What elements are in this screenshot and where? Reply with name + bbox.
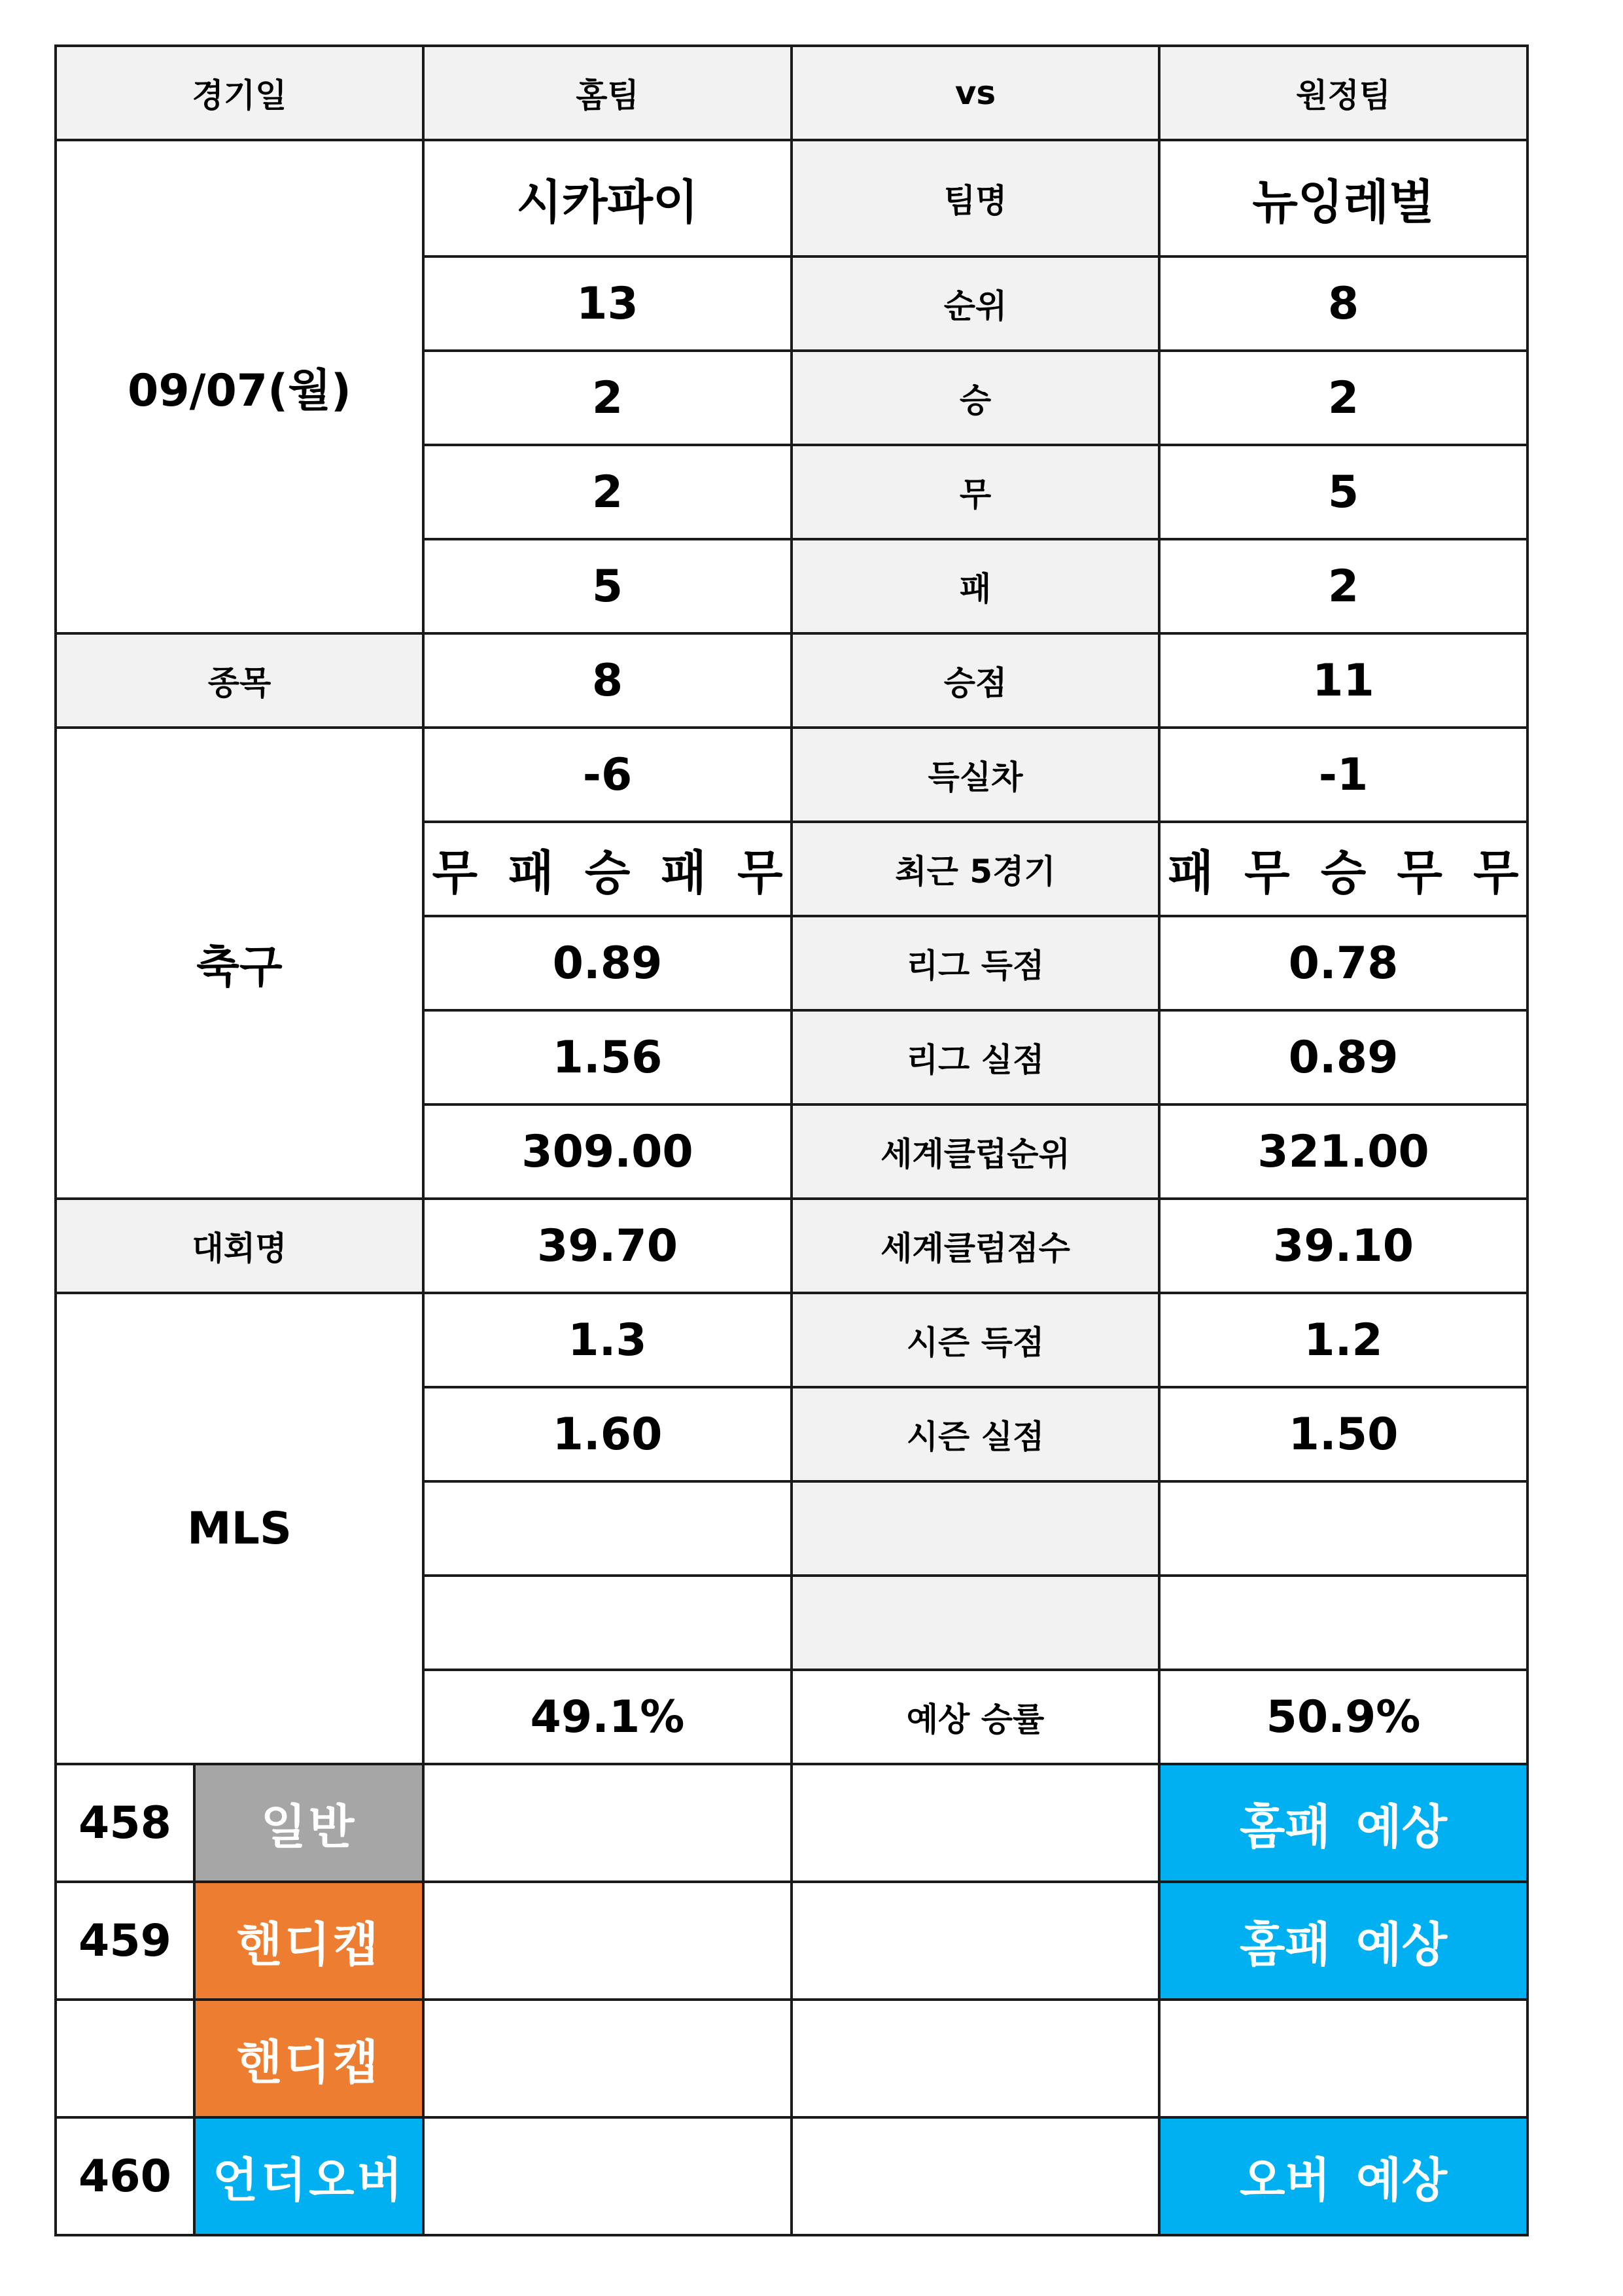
header-away: 원정팀 bbox=[1159, 46, 1527, 140]
home-value: 309.00 bbox=[423, 1104, 792, 1199]
bet-home-cell bbox=[423, 1764, 792, 1882]
away-value bbox=[1159, 1481, 1527, 1576]
away-value: 5 bbox=[1159, 445, 1527, 539]
bet-row bbox=[56, 2117, 1527, 2235]
bet-number: 458 bbox=[56, 1764, 194, 1882]
home-value: 0.89 bbox=[423, 916, 792, 1010]
home-value bbox=[423, 1576, 792, 1670]
bet-prediction-empty bbox=[1159, 2000, 1527, 2117]
header-row bbox=[56, 46, 1527, 140]
stat-label: 시즌 득점 bbox=[792, 1293, 1159, 1387]
stat-row bbox=[56, 1293, 1527, 1387]
stat-label: 리그 실점 bbox=[792, 1010, 1159, 1104]
stat-label: 득실차 bbox=[792, 728, 1159, 822]
bet-row bbox=[56, 1882, 1527, 2000]
away-value: 2 bbox=[1159, 351, 1527, 445]
bet-mid-cell bbox=[792, 1882, 1159, 2000]
bet-mid-cell bbox=[792, 2117, 1159, 2235]
bet-row bbox=[56, 1764, 1527, 1882]
away-win-probability: 50.9% bbox=[1159, 1670, 1527, 1764]
home-value: 39.70 bbox=[423, 1199, 792, 1293]
bet-prediction: 홈패 예상 bbox=[1159, 1764, 1527, 1882]
away-value: 8 bbox=[1159, 256, 1527, 351]
bet-prediction: 홈패 예상 bbox=[1159, 1882, 1527, 2000]
home-value: -6 bbox=[423, 728, 792, 822]
bet-number bbox=[56, 2000, 194, 2117]
stat-label: 세계클럽순위 bbox=[792, 1104, 1159, 1199]
bet-prediction: 오버 예상 bbox=[1159, 2117, 1527, 2235]
match-date: 09/07(월) bbox=[56, 140, 423, 633]
away-value: 1.50 bbox=[1159, 1387, 1527, 1481]
away-value: 11 bbox=[1159, 633, 1527, 728]
bet-row bbox=[56, 2000, 1527, 2117]
home-value bbox=[423, 1481, 792, 1576]
home-team-name: 시카파이 bbox=[423, 140, 792, 256]
league-label: 대회명 bbox=[56, 1199, 423, 1293]
stat-label: 패 bbox=[792, 539, 1159, 633]
away-value: 0.89 bbox=[1159, 1010, 1527, 1104]
header-vs: vs bbox=[792, 46, 1159, 140]
bet-mid-cell bbox=[792, 2000, 1159, 2117]
header-home: 홈팀 bbox=[423, 46, 792, 140]
stat-label: 순위 bbox=[792, 256, 1159, 351]
stat-row bbox=[56, 728, 1527, 822]
stat-label: 승점 bbox=[792, 633, 1159, 728]
away-value bbox=[1159, 1576, 1527, 1670]
home-value: 5 bbox=[423, 539, 792, 633]
stat-label: 리그 득점 bbox=[792, 916, 1159, 1010]
stat-label: 세계클럼점수 bbox=[792, 1199, 1159, 1293]
stat-label: 최근 5경기 bbox=[792, 822, 1159, 916]
stat-label: 팀명 bbox=[792, 140, 1159, 256]
bet-number: 459 bbox=[56, 1882, 194, 2000]
bet-mid-cell bbox=[792, 1764, 1159, 1882]
bet-home-cell bbox=[423, 2117, 792, 2235]
away-value: 1.2 bbox=[1159, 1293, 1527, 1387]
bet-type-badge: 일반 bbox=[194, 1764, 423, 1882]
away-value: 321.00 bbox=[1159, 1104, 1527, 1199]
home-win-probability: 49.1% bbox=[423, 1670, 792, 1764]
home-value: 1.56 bbox=[423, 1010, 792, 1104]
bet-number: 460 bbox=[56, 2117, 194, 2235]
home-value: 1.60 bbox=[423, 1387, 792, 1481]
stat-row bbox=[56, 633, 1527, 728]
home-value: 2 bbox=[423, 445, 792, 539]
home-value: 1.3 bbox=[423, 1293, 792, 1387]
stat-label bbox=[792, 1576, 1159, 1670]
home-value: 2 bbox=[423, 351, 792, 445]
away-value: 0.78 bbox=[1159, 916, 1527, 1010]
league-value: MLS bbox=[56, 1293, 423, 1764]
match-analysis-table bbox=[54, 44, 1529, 2236]
bet-home-cell bbox=[423, 2000, 792, 2117]
home-value: 8 bbox=[423, 633, 792, 728]
bet-type-badge: 언더오버 bbox=[194, 2117, 423, 2235]
away-value: -1 bbox=[1159, 728, 1527, 822]
sport-value: 축구 bbox=[56, 728, 423, 1199]
stat-label: 무 bbox=[792, 445, 1159, 539]
stat-row bbox=[56, 1199, 1527, 1293]
bet-type-badge: 핸디캡 bbox=[194, 1882, 423, 2000]
away-value: 39.10 bbox=[1159, 1199, 1527, 1293]
away-recent-form: 패 무 승 무 무 bbox=[1159, 822, 1527, 916]
stat-label: 예상 승률 bbox=[792, 1670, 1159, 1764]
home-value: 13 bbox=[423, 256, 792, 351]
stat-label: 시즌 실점 bbox=[792, 1387, 1159, 1481]
away-value: 2 bbox=[1159, 539, 1527, 633]
home-recent-form: 무 패 승 패 무 bbox=[423, 822, 792, 916]
stat-row bbox=[56, 140, 1527, 256]
away-team-name: 뉴잉레벌 bbox=[1159, 140, 1527, 256]
header-date: 경기일 bbox=[56, 46, 423, 140]
bet-home-cell bbox=[423, 1882, 792, 2000]
stat-label: 승 bbox=[792, 351, 1159, 445]
stat-label bbox=[792, 1481, 1159, 1576]
sport-label: 종목 bbox=[56, 633, 423, 728]
bet-type-badge: 핸디캡 bbox=[194, 2000, 423, 2117]
